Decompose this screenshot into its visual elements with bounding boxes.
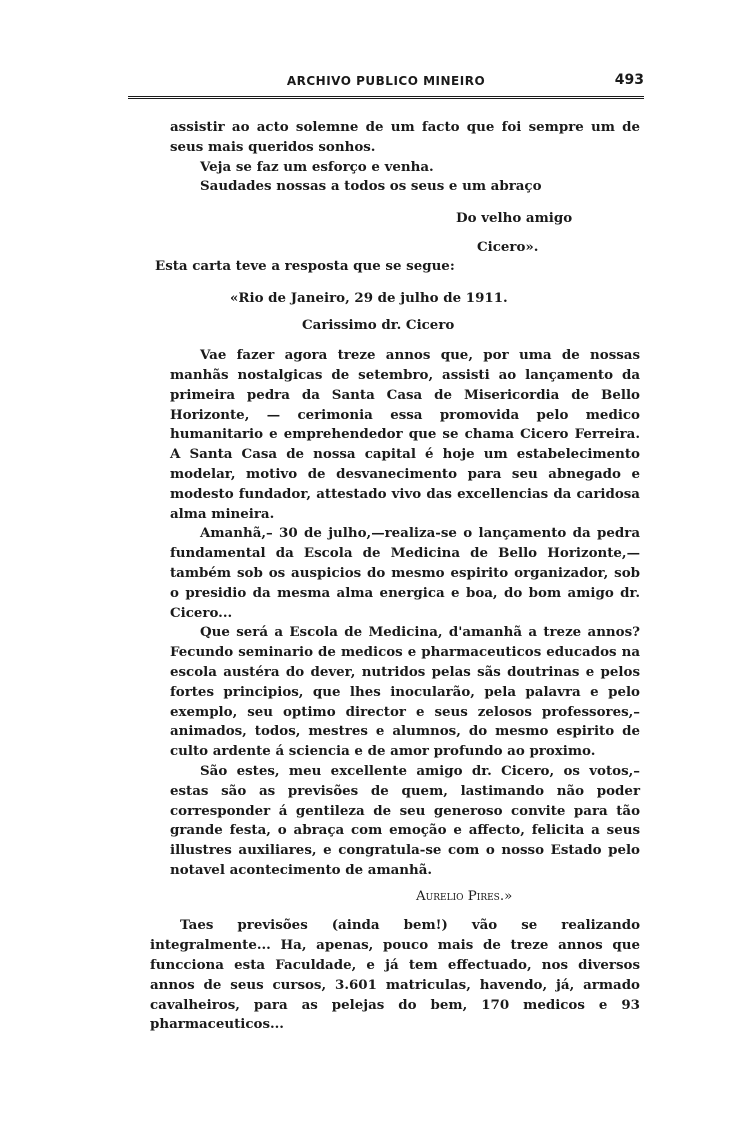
header-rule: [128, 96, 644, 99]
reply-signature: Aurelio Pires.»: [416, 888, 513, 904]
closing-section: [0, 916, 640, 1035]
letter-line: Veja se faz um esforço e venha.: [200, 158, 434, 175]
page-body: [0, 118, 751, 1035]
letter-signoff: Do velho amigo: [456, 210, 573, 227]
page-header: [128, 70, 644, 92]
page-number: 493: [614, 72, 644, 88]
reply-paragraph: Amanhã,– 30 de julho,—realiza-se o lançamento da pedra fundamental da Escola de Medicina de Bello Horizonte,— também sob os auspicios do mesmo espirito organizador, sob o presidio da mesma alma energica e boa, do bom amigo dr. Cicero...: [170, 525, 640, 621]
reply-letter: [0, 346, 640, 881]
letter-line: assistir ao acto solemne de um facto que foi sempre um de seus mais queridos sonhos.: [170, 119, 640, 155]
closing-letter: [0, 118, 640, 197]
reply-salutation: Carissimo dr. Cicero: [302, 317, 455, 334]
reply-dateline: «Rio de Janeiro, 29 de julho de 1911.: [230, 289, 508, 306]
intro-line: Esta carta teve a resposta que se segue:: [155, 257, 455, 274]
letter-line: Saudades nossas a todos os seus e um abraço: [200, 178, 542, 195]
reply-paragraph: Que será a Escola de Medicina, d'amanhã a treze annos? Fecundo seminario de medicos e pharmaceuticos educados na escola austéra do dever, nutridos pelas sãs doutrinas e pelos fortes principios, que lhes inocularão, pela palavra e pelo exemplo, seu optimo director e seus zelosos professores,– animados, todos, mestres e alumnos, do mesmo espirito de culto ardente á sciencia e de amor profundo ao proximo.: [170, 624, 640, 760]
running-title: ARCHIVO PUBLICO MINEIRO: [286, 74, 486, 88]
reply-paragraph: Vae fazer agora treze annos que, por uma de nossas manhãs nostalgicas de setembro, assisti ao lançamento da primeira pedra da Santa Casa de Misericordia de Bello Horizonte, — cerimonia essa promovida pelo medico humanitario e emprehendedor que se chama Cicero Ferreira. A Santa Casa de nossa capital é hoje um estabelecimento modelar, motivo de desvanecimento para seu abnegado e modesto fundador, attestado vivo das excellencias da caridosa alma mineira.: [170, 347, 640, 522]
closing-paragraph: Taes previsões (ainda bem!) vão se realizando integralmente... Ha, apenas, pouco mais de treze annos que funcciona esta Faculdade, e já tem effectuado, nos diversos annos de seus cursos, 3.601 matriculas, havendo, já, armado cavalheiros, para as pelejas do bem, 170 medicos e 93 pharmaceuticos...: [150, 917, 640, 1033]
reply-paragraph: São estes, meu excellente amigo dr. Cicero, os votos,– estas são as previsões de quem, lastimando não poder corresponder á gentileza de seu generoso convite para tão grande festa, o abraça com emoção e affecto, felicita a seus illustres auxiliares, e congratula-se com o nosso Estado pelo notavel acontecimento de amanhã.: [170, 762, 640, 878]
letter-signature: Cicero».: [477, 238, 539, 255]
